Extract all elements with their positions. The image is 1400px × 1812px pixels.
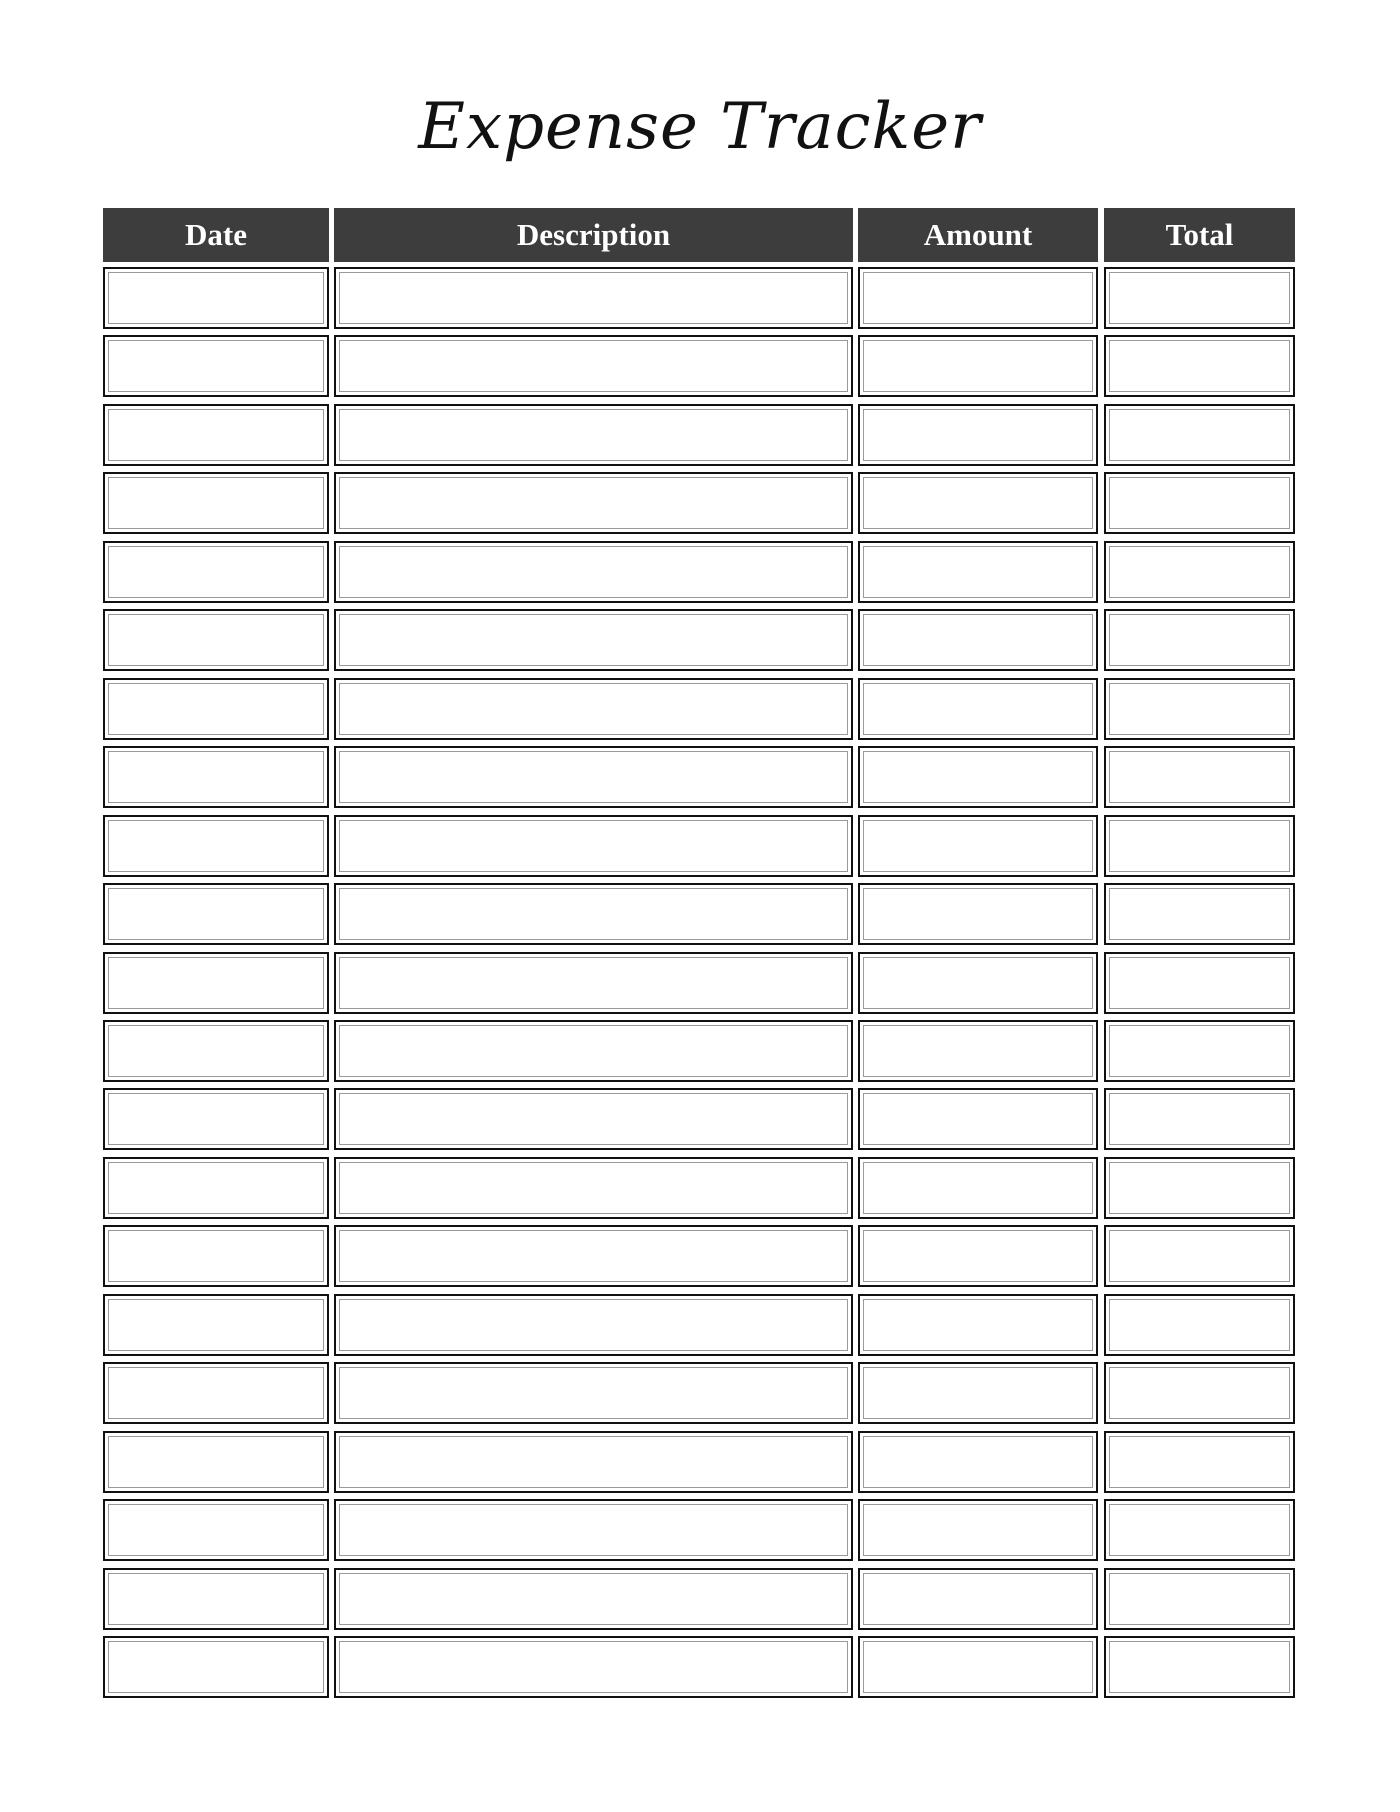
table-cell-amount[interactable] [858,1294,1098,1356]
table-cell-date[interactable] [103,678,329,740]
table-cell-description[interactable] [334,883,853,945]
table-cell-total[interactable] [1104,1225,1295,1287]
table-cell-date[interactable] [103,472,329,534]
table-cell-date[interactable] [103,952,329,1014]
table-cell-total[interactable] [1104,678,1295,740]
table-cell-description[interactable] [334,472,853,534]
table-cell-description[interactable] [334,609,853,671]
table-cell-total[interactable] [1104,883,1295,945]
table-cell-total[interactable] [1104,609,1295,671]
page-title: Expense Tracker [418,90,982,164]
table-cell-amount[interactable] [858,1499,1098,1561]
table-cell-amount[interactable] [858,541,1098,603]
column-header-description: Description [334,208,853,262]
column-header-total: Total [1104,208,1295,262]
table-cell-total[interactable] [1104,335,1295,397]
table-cell-amount[interactable] [858,678,1098,740]
table-cell-amount[interactable] [858,746,1098,808]
table-cell-total[interactable] [1104,952,1295,1014]
table-cell-description[interactable] [334,335,853,397]
table-cell-date[interactable] [103,1499,329,1561]
table-cell-total[interactable] [1104,541,1295,603]
table-cell-date[interactable] [103,883,329,945]
table-cell-date[interactable] [103,1568,329,1630]
table-cell-date[interactable] [103,815,329,877]
table-cell-description[interactable] [334,541,853,603]
table-cell-date[interactable] [103,1362,329,1424]
table-cell-amount[interactable] [858,267,1098,329]
table-cell-total[interactable] [1104,1431,1295,1493]
table-cell-description[interactable] [334,678,853,740]
column-header-amount: Amount [858,208,1098,262]
table-cell-total[interactable] [1104,746,1295,808]
table-cell-description[interactable] [334,815,853,877]
table-cell-date[interactable] [103,746,329,808]
table-cell-description[interactable] [334,952,853,1014]
table-cell-description[interactable] [334,1020,853,1082]
table-cell-date[interactable] [103,1636,329,1698]
table-cell-description[interactable] [334,746,853,808]
table-cell-amount[interactable] [858,404,1098,466]
table-cell-total[interactable] [1104,1636,1295,1698]
table-cell-total[interactable] [1104,1020,1295,1082]
table-cell-date[interactable] [103,1225,329,1287]
table-cell-amount[interactable] [858,1088,1098,1150]
table-cell-amount[interactable] [858,1362,1098,1424]
table-cell-amount[interactable] [858,1431,1098,1493]
table-cell-amount[interactable] [858,335,1098,397]
table-cell-total[interactable] [1104,1294,1295,1356]
table-cell-amount[interactable] [858,815,1098,877]
table-cell-amount[interactable] [858,472,1098,534]
table-cell-date[interactable] [103,541,329,603]
table-cell-description[interactable] [334,1157,853,1219]
table-cell-date[interactable] [103,267,329,329]
table-cell-total[interactable] [1104,1088,1295,1150]
table-cell-description[interactable] [334,1088,853,1150]
table-cell-date[interactable] [103,1157,329,1219]
table-cell-description[interactable] [334,404,853,466]
table-cell-date[interactable] [103,404,329,466]
table-cell-description[interactable] [334,1362,853,1424]
table-cell-total[interactable] [1104,1499,1295,1561]
table-cell-date[interactable] [103,609,329,671]
table-cell-description[interactable] [334,1499,853,1561]
table-cell-amount[interactable] [858,609,1098,671]
table-cell-description[interactable] [334,1294,853,1356]
table-cell-total[interactable] [1104,472,1295,534]
table-cell-total[interactable] [1104,404,1295,466]
table-cell-amount[interactable] [858,1568,1098,1630]
table-cell-amount[interactable] [858,1157,1098,1219]
table-cell-date[interactable] [103,1088,329,1150]
table-cell-amount[interactable] [858,952,1098,1014]
table-cell-date[interactable] [103,335,329,397]
table-cell-description[interactable] [334,1431,853,1493]
table-cell-description[interactable] [334,1568,853,1630]
table-cell-total[interactable] [1104,267,1295,329]
table-cell-amount[interactable] [858,883,1098,945]
table-cell-description[interactable] [334,267,853,329]
table-cell-date[interactable] [103,1431,329,1493]
table-cell-total[interactable] [1104,1568,1295,1630]
table-cell-amount[interactable] [858,1020,1098,1082]
column-header-date: Date [103,208,329,262]
table-cell-total[interactable] [1104,1157,1295,1219]
table-cell-description[interactable] [334,1636,853,1698]
table-cell-amount[interactable] [858,1636,1098,1698]
table-cell-amount[interactable] [858,1225,1098,1287]
table-cell-description[interactable] [334,1225,853,1287]
table-cell-date[interactable] [103,1020,329,1082]
table-cell-date[interactable] [103,1294,329,1356]
table-cell-total[interactable] [1104,815,1295,877]
table-cell-total[interactable] [1104,1362,1295,1424]
